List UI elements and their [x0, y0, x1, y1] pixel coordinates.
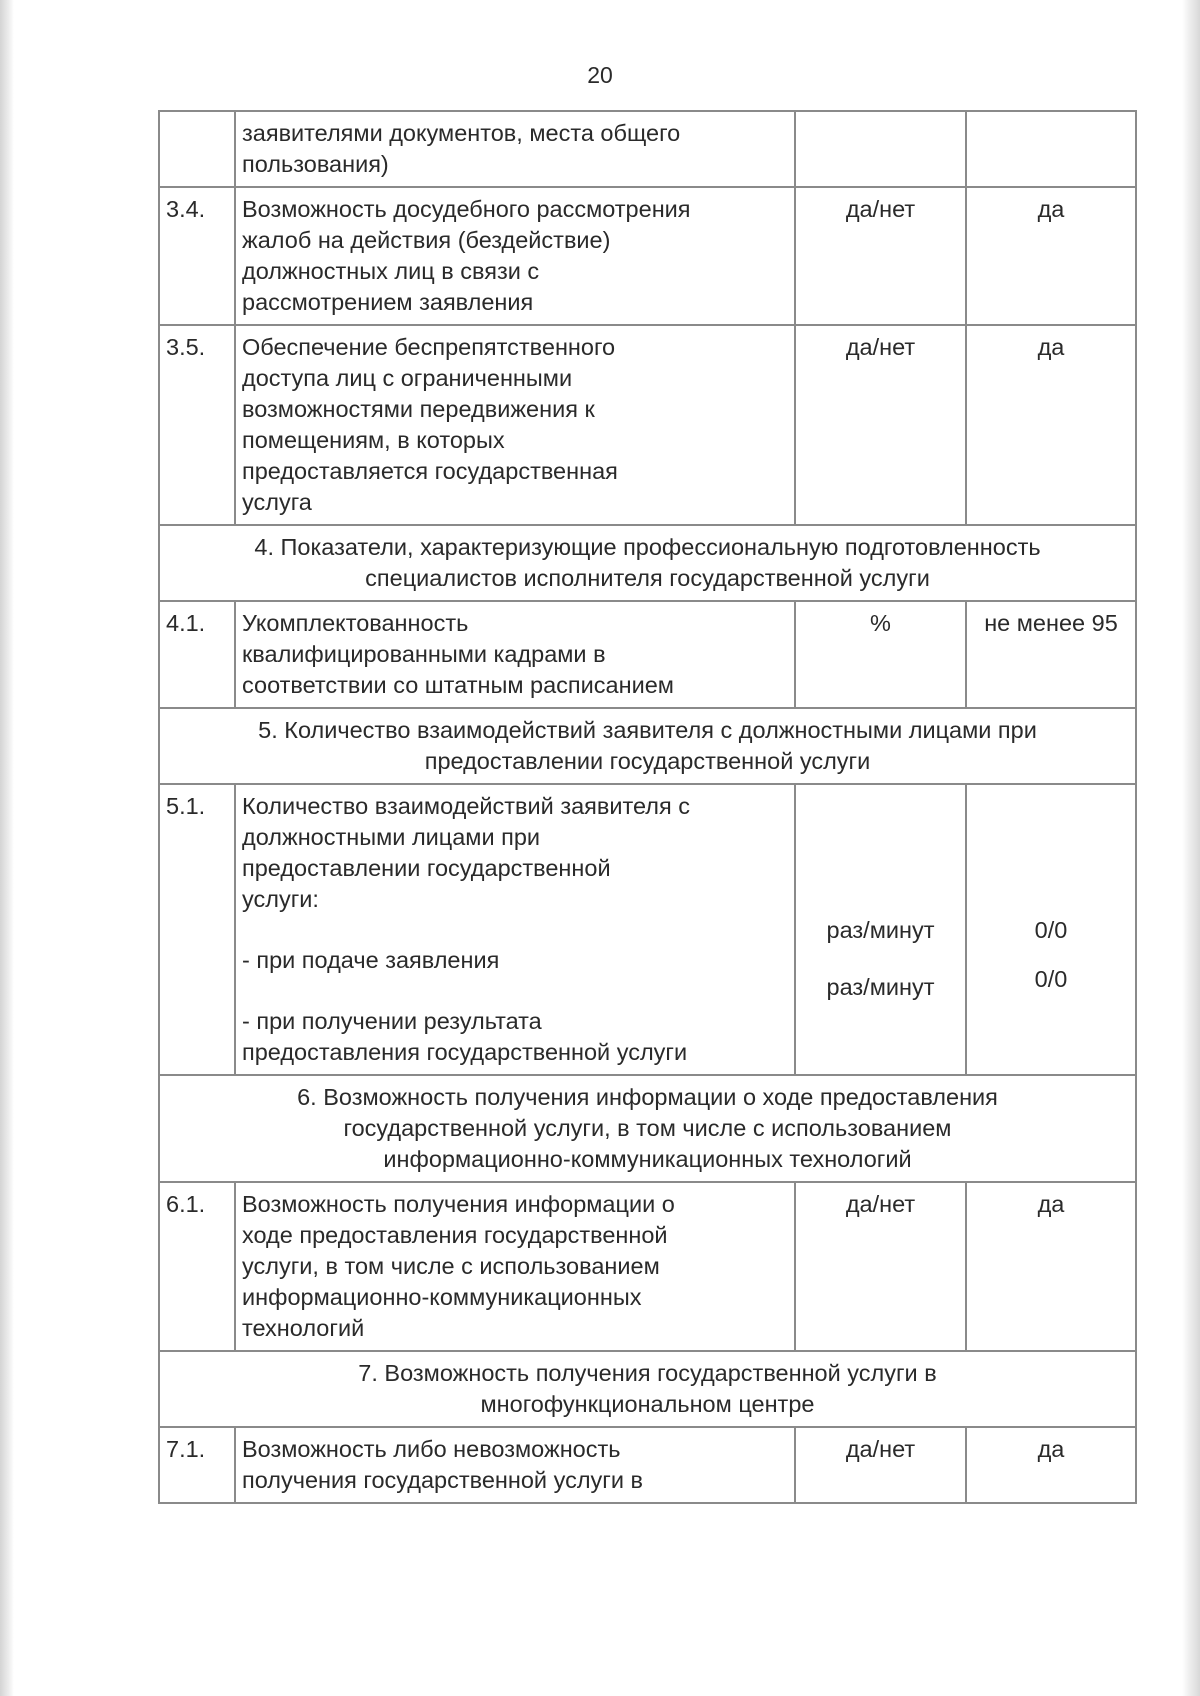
unit-cell: да/нет — [795, 1427, 966, 1503]
spacer — [802, 946, 959, 972]
section-row — [159, 1075, 1136, 1182]
section-heading — [159, 708, 1136, 784]
row-number: 3.4. — [159, 187, 235, 325]
indicator-name — [235, 1427, 795, 1503]
spacer — [242, 976, 788, 1006]
unit-cell — [795, 111, 966, 187]
indicator-name-line: соответствии со штатным расписанием — [242, 672, 674, 698]
table-row — [159, 1182, 1136, 1351]
value-cell: не менее 95 — [966, 601, 1136, 708]
indicator-name — [235, 111, 795, 187]
section-heading — [159, 1075, 1136, 1182]
row-number: 6.1. — [159, 1182, 235, 1351]
unit-cell — [795, 784, 966, 1075]
indicator-name-line: должностными лицами при — [242, 824, 541, 850]
unit-cell: да/нет — [795, 325, 966, 525]
indicator-name-line: пользования) — [242, 151, 389, 177]
section-heading-line: 4. Показатели, характеризующие профессиональную подготовленность — [254, 534, 1041, 560]
indicator-name-line: информационно-коммуникационных — [242, 1284, 642, 1310]
unit-submission: раз/минут — [826, 917, 935, 943]
value-cell: да — [966, 187, 1136, 325]
indicator-name-line: заявителями документов, места общего — [242, 120, 681, 146]
spacer — [242, 915, 788, 945]
indicator-name-line: Количество взаимодействий заявителя с — [242, 793, 691, 819]
indicator-name-line: Укомплектованность — [242, 610, 469, 636]
sub-item-result-line: предоставления государственной услуги — [242, 1039, 688, 1065]
unit-result: раз/минут — [826, 974, 935, 1000]
section-row — [159, 1351, 1136, 1427]
section-row — [159, 708, 1136, 784]
row-number — [159, 111, 235, 187]
indicator-name-line: возможностями передвижения к — [242, 396, 595, 422]
spacer — [973, 791, 1129, 915]
indicator-name — [235, 784, 795, 1075]
indicator-name-line: доступа лиц с ограниченными — [242, 365, 573, 391]
section-heading-line: специалистов исполнителя государственной услуги — [365, 565, 930, 591]
scan-left-edge — [0, 0, 14, 1696]
value-cell: да — [966, 1427, 1136, 1503]
value-cell: да — [966, 325, 1136, 525]
indicator-name-line: Обеспечение беспрепятственного — [242, 334, 616, 360]
indicator-name-line: должностных лиц в связи с — [242, 258, 540, 284]
indicator-name — [235, 601, 795, 708]
table-row — [159, 784, 1136, 1075]
sub-item-submission: - при подаче заявления — [242, 947, 500, 973]
indicator-name-line: помещениям, в которых — [242, 427, 505, 453]
scan-right-edge — [1182, 0, 1200, 1696]
indicator-name — [235, 187, 795, 325]
value-result: 0/0 — [1034, 966, 1068, 992]
indicator-name-line: предоставлении государственной — [242, 855, 611, 881]
indicator-name-line: услуги: — [242, 886, 319, 912]
indicator-name-line: Возможность досудебного рассмотрения — [242, 196, 691, 222]
page-number: 20 — [587, 62, 613, 88]
sub-item-result-line: - при получении результата — [242, 1008, 542, 1034]
table-row — [159, 1427, 1136, 1503]
section-heading-line: предоставлении государственной услуги — [424, 748, 871, 774]
indicator-name-line: услуга — [242, 489, 312, 515]
indicator-name — [235, 325, 795, 525]
unit-cell: да/нет — [795, 187, 966, 325]
indicator-name-line: жалоб на действия (бездействие) — [242, 227, 611, 253]
row-number: 3.5. — [159, 325, 235, 525]
section-heading — [159, 1351, 1136, 1427]
value-cell — [966, 784, 1136, 1075]
indicator-name-line: Возможность либо невозможность — [242, 1436, 621, 1462]
indicator-name — [235, 1182, 795, 1351]
section-heading-line: 6. Возможность получения информации о ходе предоставления — [297, 1084, 998, 1110]
table-row — [159, 111, 1136, 187]
table-row — [159, 601, 1136, 708]
unit-cell: да/нет — [795, 1182, 966, 1351]
value-cell: да — [966, 1182, 1136, 1351]
row-number: 7.1. — [159, 1427, 235, 1503]
table-row — [159, 325, 1136, 525]
table-row — [159, 187, 1136, 325]
value-cell — [966, 111, 1136, 187]
indicator-name-line: рассмотрением заявления — [242, 289, 534, 315]
unit-cell: % — [795, 601, 966, 708]
indicator-name-line: технологий — [242, 1315, 365, 1341]
section-heading — [159, 525, 1136, 601]
spacer — [802, 791, 959, 915]
indicator-name-line: ходе предоставления государственной — [242, 1222, 668, 1248]
row-number: 5.1. — [159, 784, 235, 1075]
section-heading-line: 5. Количество взаимодействий заявителя с должностными лицами при — [258, 717, 1037, 743]
spacer — [973, 946, 1129, 964]
section-heading-line: информационно-коммуникационных технологий — [383, 1146, 912, 1172]
value-submission: 0/0 — [1034, 917, 1068, 943]
section-heading-line: государственной услуги, в том числе с использованием — [343, 1115, 952, 1141]
indicator-name-line: предоставляется государственная — [242, 458, 618, 484]
section-heading-line: 7. Возможность получения государственной услуги в — [358, 1360, 937, 1386]
indicator-name-line: квалифицированными кадрами в — [242, 641, 606, 667]
indicator-name-line: получения государственной услуги в — [242, 1467, 644, 1493]
section-row — [159, 525, 1136, 601]
indicators-table — [158, 110, 1137, 1504]
indicator-name-line: услуги, в том числе с использованием — [242, 1253, 660, 1279]
row-number: 4.1. — [159, 601, 235, 708]
section-heading-line: многофункциональном центре — [480, 1391, 815, 1417]
indicator-name-line: Возможность получения информации о — [242, 1191, 675, 1217]
